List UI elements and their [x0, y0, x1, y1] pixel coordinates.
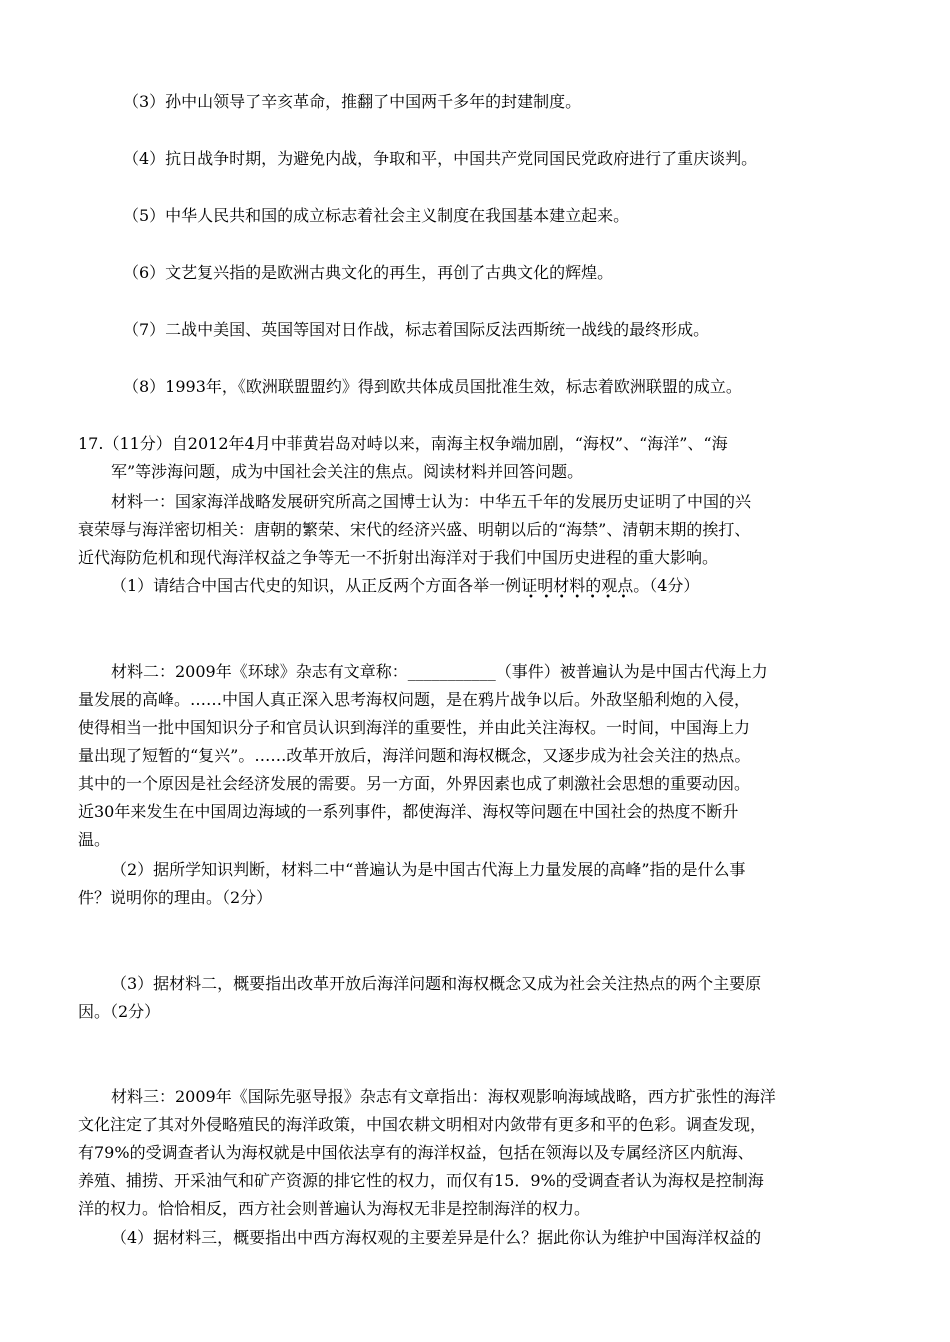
- question-2: （2）据所学知识判断，材料二中“普遍认为是中国古代海上力量发展的高峰”指的是什么事: [111, 860, 746, 879]
- emphasis-dots: • • • • • • •: [527, 592, 627, 603]
- material-3-line: 养殖、捕捞、开采油气和矿产资源的排它性的权力，而仅有15．9%的受调查者认为海权是控制海: [78, 1171, 764, 1190]
- question-1: [111, 574, 700, 603]
- judgment-3: （3）孙中山领导了辛亥革命，推翻了中国两千多年的封建制度。: [123, 92, 582, 111]
- material-2-line: 温。: [78, 830, 111, 849]
- judgment-6: （6）文艺复兴指的是欧洲古典文化的再生，再创了古典文化的辉煌。: [123, 263, 614, 282]
- material-2-line: 量出现了短暂的“复兴”。……改革开放后，海洋问题和海权概念，又逐步成为社会关注的热点。: [78, 746, 751, 765]
- question-2-cont: 件？说明你的理由。（2分）: [78, 888, 273, 907]
- judgment-7: （7）二战中美国、英国等国对日作战，标志着国际反法西斯统一战线的最终形成。: [123, 320, 710, 339]
- question-1-score: 。（4分）: [633, 576, 700, 595]
- material-1: 材料一：国家海洋战略发展研究所高之国博士认为：中华五千年的发展历史证明了中国的兴: [111, 492, 752, 511]
- material-1-line: 衰荣辱与海洋密切相关：唐朝的繁荣、宋代的经济兴盛、明朝以后的“海禁”、清朝末期的挨打、: [78, 520, 751, 539]
- material-3: 材料三：2009年《国际先驱导报》杂志有文章指出：海权观影响海域战略，西方扩张性的海洋: [111, 1087, 776, 1106]
- material-1-line: 近代海防危机和现代海洋权益之争等无一不折射出海洋对于我们中国历史进程的重大影响。: [78, 548, 719, 567]
- q17-intro: 17.（11分）自2012年4月中菲黄岩岛对峙以来，南海主权争端加剧，“海权”、“海洋”、“海: [78, 434, 728, 453]
- material-3-line: 洋的权力。恰恰相反，西方社会则普遍认为海权无非是控制海洋的权力。: [78, 1199, 591, 1218]
- material-2-line: 量发展的高峰。……中国人真正深入思考海权问题，是在鸦片战争以后。外敌坚船利炮的入侵，: [78, 690, 751, 709]
- material-3-line: 文化注定了其对外侵略殖民的海洋政策，中国农耕文明相对内敛带有更多和平的色彩。调查发现，: [78, 1115, 767, 1134]
- q17-intro-cont: 军”等涉海问题，成为中国社会关注的焦点。阅读材料并回答问题。: [111, 462, 584, 481]
- emphasized-phrase: [521, 576, 634, 603]
- question-3-cont: 因。（2分）: [78, 1002, 161, 1021]
- question-4: （4）据材料三，概要指出中西方海权观的主要差异是什么？据此你认为维护中国海洋权益的: [111, 1228, 762, 1247]
- emphasized-text: 证明材料的观点: [521, 576, 634, 595]
- material-3-line: 有79%的受调查者认为海权就是中国依法享有的海洋权益，包括在领海以及专属经济区内航海、: [78, 1143, 754, 1162]
- material-2-line: 近30年来发生在中国周边海域的一系列事件，都使海洋、海权等问题在中国社会的热度不断升: [78, 802, 739, 821]
- material-2-line: 其中的一个原因是社会经济发展的需要。另一方面，外界因素也成了刺激社会思想的重要动因。: [78, 774, 751, 793]
- material-2: 材料二：2009年《环球》杂志有文章称：___________（事件）被普遍认为是中国古代海上力: [111, 662, 768, 681]
- judgment-8: （8）1993年，《欧洲联盟盟约》得到欧共体成员国批准生效，标志着欧洲联盟的成立。: [123, 377, 742, 396]
- judgment-5: （5）中华人民共和国的成立标志着社会主义制度在我国基本建立起来。: [123, 206, 630, 225]
- question-3: （3）据材料二，概要指出改革开放后海洋问题和海权概念又成为社会关注热点的两个主要原: [111, 974, 762, 993]
- question-1-text: （1）请结合中国古代史的知识，从正反两个方面各举一例: [111, 576, 522, 595]
- judgment-4: （4）抗日战争时期，为避免内战，争取和平，中国共产党同国民党政府进行了重庆谈判。: [123, 149, 758, 168]
- material-2-line: 使得相当一批中国知识分子和官员认识到海洋的重要性，并由此关注海权。一时间，中国海上力: [78, 718, 751, 737]
